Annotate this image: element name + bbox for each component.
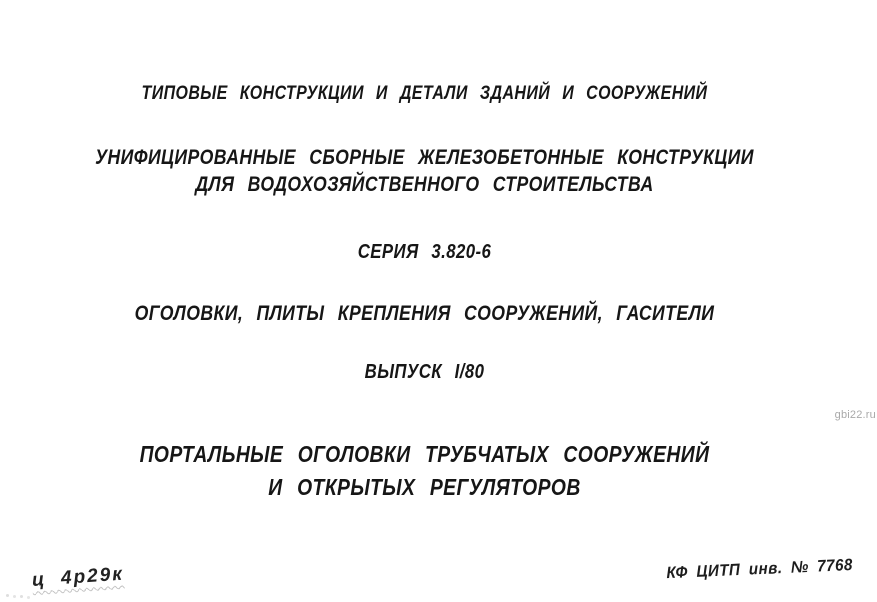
section-title-line2: И ОТКРЫТЫХ РЕГУЛЯТОРОВ bbox=[268, 474, 581, 500]
site-watermark: gbi22.ru bbox=[834, 409, 876, 421]
document-title-line1: УНИФИЦИРОВАННЫЕ СБОРНЫЕ ЖЕЛЕЗОБЕТОННЫЕ КОНСТРУКЦИИ bbox=[95, 146, 754, 169]
document-title-line2: ДЛЯ ВОДОХОЗЯЙСТВЕННОГО СТРОИТЕЛЬСТВА bbox=[195, 173, 654, 196]
document-header: ТИПОВЫЕ КОНСТРУКЦИИ И ДЕТАЛИ ЗДАНИЙ И СООРУЖЕНИЙ bbox=[141, 83, 708, 104]
series-number: СЕРИЯ 3.820-6 bbox=[357, 241, 492, 263]
inventory-stamp: КФ ЦИТП инв. № 7768 bbox=[666, 556, 854, 583]
scan-artifact-dots bbox=[6, 594, 9, 597]
handwritten-price-note: ц 4р29к bbox=[31, 563, 125, 591]
section-title-line1: ПОРТАЛЬНЫЕ ОГОЛОВКИ ТРУБЧАТЫХ СООРУЖЕНИЙ bbox=[139, 441, 710, 467]
subject-line: ОГОЛОВКИ, ПЛИТЫ КРЕПЛЕНИЯ СООРУЖЕНИЙ, ГАСИТЕЛИ bbox=[134, 302, 715, 325]
issue-number: ВЫПУСК I/80 bbox=[364, 361, 485, 383]
